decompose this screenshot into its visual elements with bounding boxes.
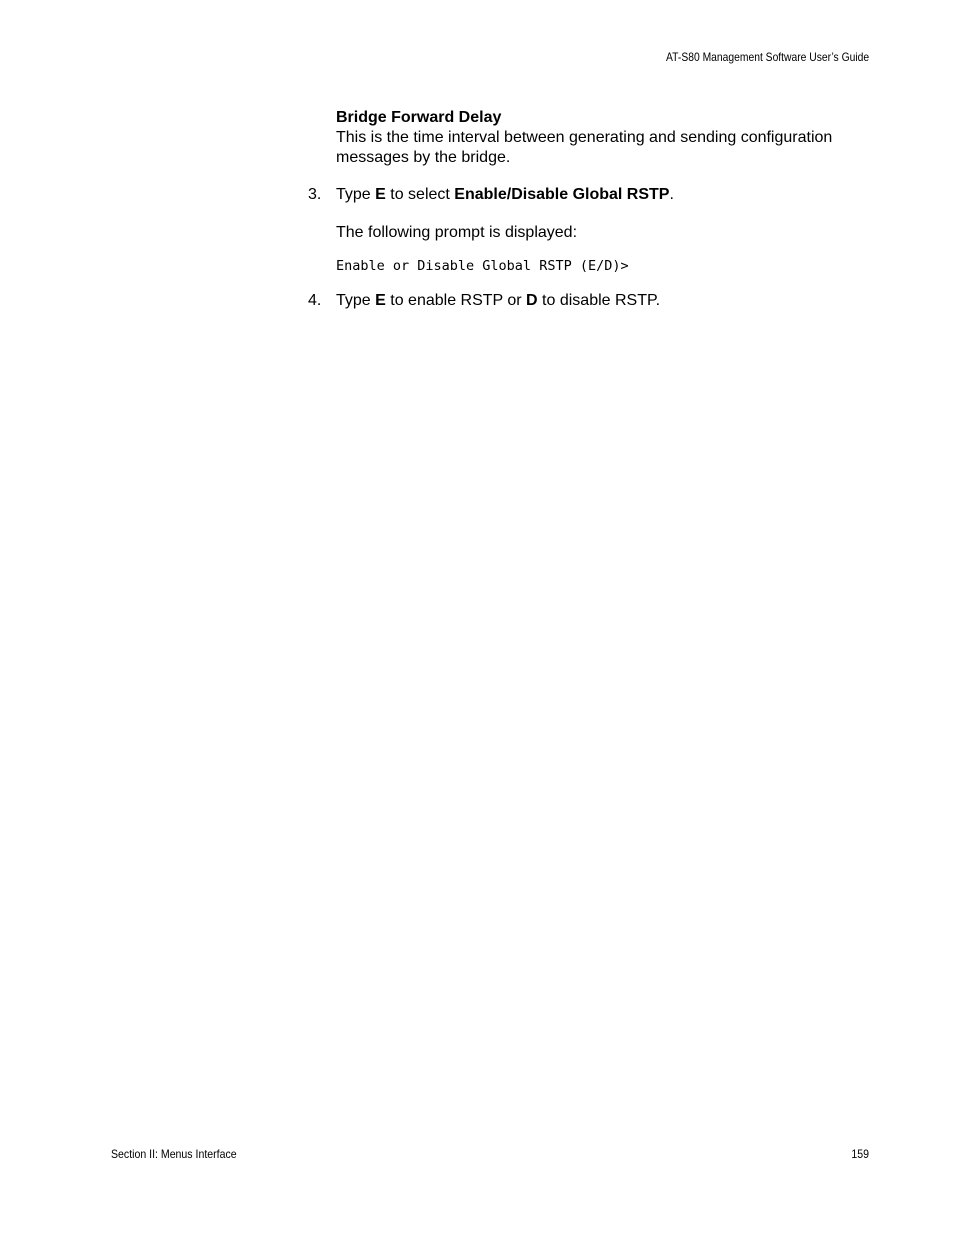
term-title: Bridge Forward Delay (336, 109, 502, 126)
step-4-text-1: Type (336, 292, 376, 309)
step-3-text-3: . (669, 186, 674, 203)
step-3-option: Enable/Disable Global RSTP (454, 186, 670, 203)
step-3 (308, 185, 881, 205)
step-4-text-3: to disable RSTP. (537, 292, 661, 309)
term-description: This is the time interval between generating and sending configuration messages by the bridge. (336, 129, 833, 166)
step-3-key: E (375, 186, 386, 203)
step-4 (308, 291, 881, 311)
prompt-intro: The following prompt is displayed: (336, 224, 578, 241)
running-header-title: AT-S80 Management Software User’s Guide (665, 50, 869, 64)
step-3-number: 3. (308, 186, 322, 203)
step-4-key-disable: D (526, 292, 538, 309)
main-content (308, 108, 881, 311)
step-4-number: 4. (308, 292, 322, 309)
footer-page-number: 159 (851, 1147, 869, 1161)
step-3-text-2: to select (385, 186, 455, 203)
step-4-text-2: to enable RSTP or (385, 292, 527, 309)
prompt-code: Enable or Disable Global RSTP (E/D)> (336, 258, 629, 274)
step-4-key-enable: E (375, 292, 386, 309)
footer-section: Section II: Menus Interface (111, 1147, 237, 1161)
step-3-text-1: Type (336, 186, 376, 203)
